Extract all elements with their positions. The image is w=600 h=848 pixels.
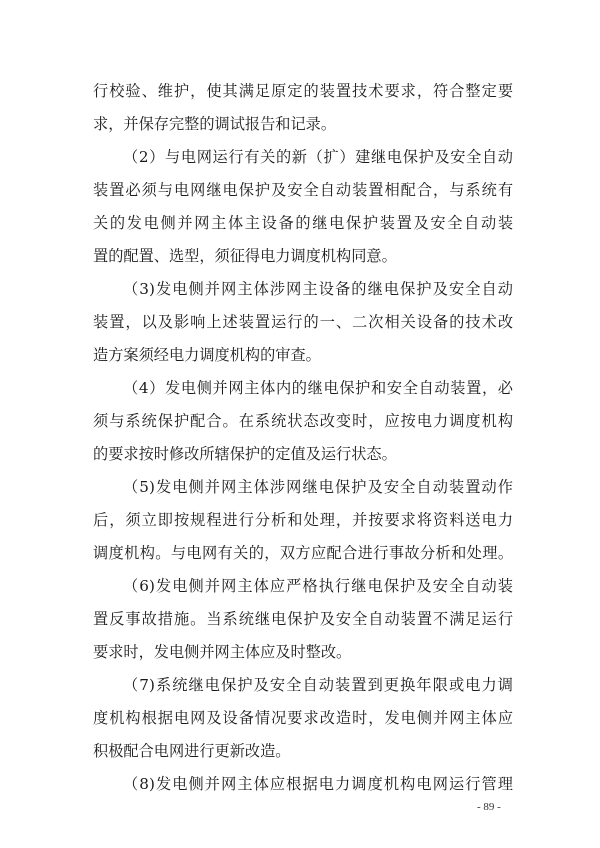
text-line: 调度机构。与电网有关的，双方应配合进行事故分析和处理。 bbox=[93, 544, 513, 562]
paragraph-first-line: （4）发电侧并网主体内的继电保护和安全自动装置，必 bbox=[123, 379, 513, 397]
text-line: 装置，以及影响上述装置运行的一、二次相关设备的技术改 bbox=[93, 313, 513, 331]
text-line: 装置必须与电网继电保护及安全自动装置相配合，与系统有 bbox=[93, 181, 513, 199]
text-line: 度机构根据电网及设备情况要求改造时，发电侧并网主体应 bbox=[93, 709, 513, 727]
paragraph-first-line: （6)发电侧并网主体应严格执行继电保护及安全自动装 bbox=[123, 577, 513, 595]
paragraph-first-line: （5)发电侧并网主体涉网继电保护及安全自动装置动作 bbox=[123, 478, 513, 496]
paragraph-first-line: （3)发电侧并网主体涉网主设备的继电保护及安全自动 bbox=[123, 280, 513, 298]
text-line: 关的发电侧并网主体主设备的继电保护装置及安全自动装 bbox=[93, 214, 513, 232]
text-line: 须与系统保护配合。在系统状态改变时，应按电力调度机构 bbox=[93, 412, 513, 430]
text-line: 求，并保存完整的调试报告和记录。 bbox=[93, 115, 336, 133]
paragraph-first-line: （8)发电侧并网主体应根据电力调度机构电网运行管理 bbox=[123, 775, 513, 793]
text-line: 积极配合电网进行更新改造。 bbox=[93, 742, 291, 760]
page-number: - 89 - bbox=[477, 801, 501, 813]
paragraph-first-line: （7)系统继电保护及安全自动装置到更换年限或电力调 bbox=[123, 676, 513, 694]
text-line: 置的配置、选型，须征得电力调度机构同意。 bbox=[93, 247, 397, 265]
text-line: 要求时，发电侧并网主体应及时整改。 bbox=[93, 643, 352, 661]
text-line: 的要求按时修改所辖保护的定值及运行状态。 bbox=[93, 445, 397, 463]
text-line: 行校验、维护，使其满足原定的装置技术要求，符合整定要 bbox=[93, 82, 513, 100]
paragraph-first-line: （2）与电网运行有关的新（扩）建继电保护及安全自动 bbox=[123, 148, 513, 166]
text-line: 造方案须经电力调度机构的审查。 bbox=[93, 346, 321, 364]
text-line: 后，须立即按规程进行分析和处理，并按要求将资料送电力 bbox=[93, 511, 513, 529]
text-line: 置反事故措施。当系统继电保护及安全自动装置不满足运行 bbox=[93, 610, 513, 628]
